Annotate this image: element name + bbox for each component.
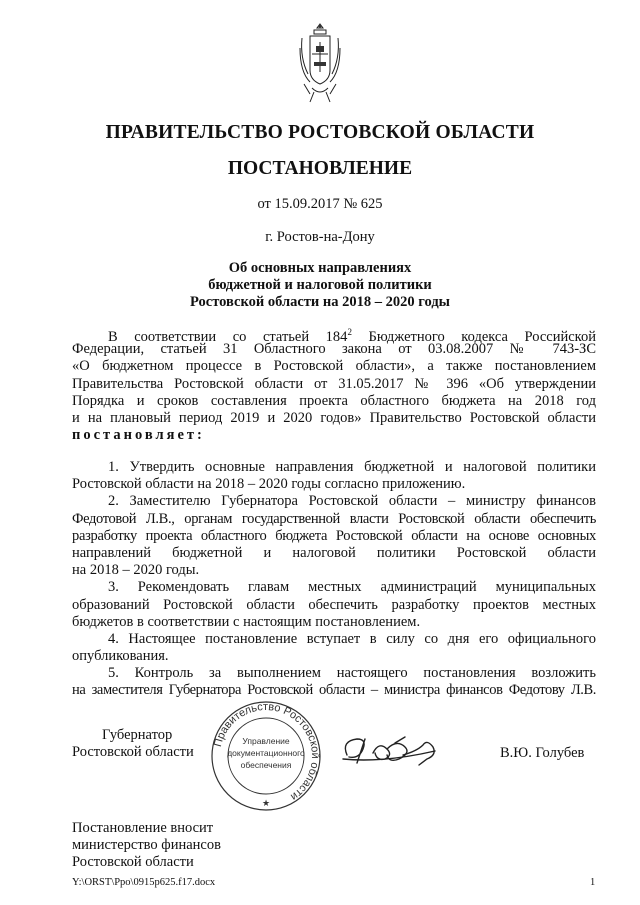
submitter-note-line: Постановление вносит — [72, 820, 214, 836]
item-2-line: 2. Заместителю Губернатора Ростовской области – министру финансов — [108, 493, 596, 510]
item-2-line: на 2018 – 2020 годы. — [72, 562, 200, 579]
official-stamp — [200, 700, 332, 812]
preamble-text: Бюджетного кодекса Российской — [351, 329, 597, 345]
item-5-line: 5. Контроль за выполнением настоящего постановления возложить — [108, 665, 596, 682]
document-type-title: ПОСТАНОВЛЕНИЕ — [227, 158, 413, 179]
item-4-line: опубликования. — [72, 648, 169, 665]
signatory-title — [72, 727, 194, 761]
document-date-number: от 15.09.2017 № 625 — [257, 196, 383, 212]
resolves-word: постановляет: — [72, 427, 205, 444]
submitter-note-line: Ростовской области — [72, 854, 194, 870]
preamble-line: Порядка и сроков составления проекта областного бюджета на 2018 год — [72, 392, 596, 409]
subject-line-3: Ростовской области на 2018 – 2020 годы — [190, 294, 450, 310]
preamble-paragraph — [72, 324, 596, 444]
item-3-line: бюджетов в соответствии с настоящим постановлением. — [72, 613, 421, 630]
file-path: Y:\ORST\Ppo\0915p625.f17.docx — [72, 877, 216, 888]
preamble-line — [72, 324, 597, 345]
preamble-line: Правительства Ростовской области от 31.05.2017 № 396 «Об утверждении — [72, 375, 596, 392]
preamble-line: и на плановый период 2019 и 2020 годов» Правительство Ростовской области — [72, 409, 596, 426]
stamp-inner-line-3: обеспечения — [240, 760, 292, 770]
stamp-inner-line-2: документационного — [227, 748, 305, 758]
item-3-line: 3. Рекомендовать главам местных администраций муниципальных — [108, 579, 596, 596]
signatory-name: В.Ю. Голубев — [500, 745, 585, 761]
item-2-line: разработку проекта областного бюджета Ростовской области на основе основных — [72, 527, 596, 544]
item-2-line: Федотовой Л.В., органам государственной власти Ростовской области обеспечить — [72, 510, 596, 527]
handwritten-signature — [335, 725, 475, 775]
item-5-line: на заместителя Губернатора Ростовской области – министра финансов Федотову Л.В. — [72, 682, 596, 699]
page-number: 1 — [590, 877, 596, 888]
item-3-line: образований Ростовской области обеспечить разработку проектов местных — [72, 596, 596, 613]
subject-line-2: бюджетной и налоговой политики — [208, 277, 432, 293]
submitter-note-line: министерство финансов — [72, 837, 221, 853]
item-2-line: направлений бюджетной и налоговой политики Ростовской области — [72, 544, 596, 561]
subject-line-1: Об основных направлениях — [228, 260, 412, 276]
item-1-line: 1. Утвердить основные направления бюджетной и налоговой политики — [108, 459, 596, 475]
document-subject — [0, 260, 640, 311]
preamble-line: «О бюджетном процессе в Ростовской области», а также постановлением — [72, 358, 596, 375]
stamp-star-icon: ★ — [261, 798, 271, 808]
superscript: 2 — [347, 327, 352, 337]
signatory-title-line: Ростовской области — [72, 744, 194, 760]
signatory-title-line: Губернатор — [102, 727, 173, 743]
document-city: г. Ростов-на-Дону — [265, 229, 375, 245]
organization-title: ПРАВИТЕЛЬСТВО РОСТОВСКОЙ ОБЛАСТИ — [105, 122, 535, 143]
stamp-ring-text: Правительство Ростовской области — [211, 700, 322, 803]
preamble-text: В соответствии со статьей 184 — [108, 329, 348, 345]
preamble-line: Федерации, статьей 31 Областного закона от 03.08.2007 № 743-ЗС — [72, 341, 596, 358]
item-4-line: 4. Настоящее постановление вступает в силу со дня его официального — [108, 630, 596, 647]
submitter-note — [72, 820, 221, 871]
resolution-items — [72, 459, 596, 700]
coat-of-arms-icon — [298, 18, 342, 108]
item-1-line: Ростовской области на 2018 – 2020 годы согласно приложению. — [72, 476, 466, 493]
stamp-inner-line-1: Управление — [242, 736, 290, 746]
